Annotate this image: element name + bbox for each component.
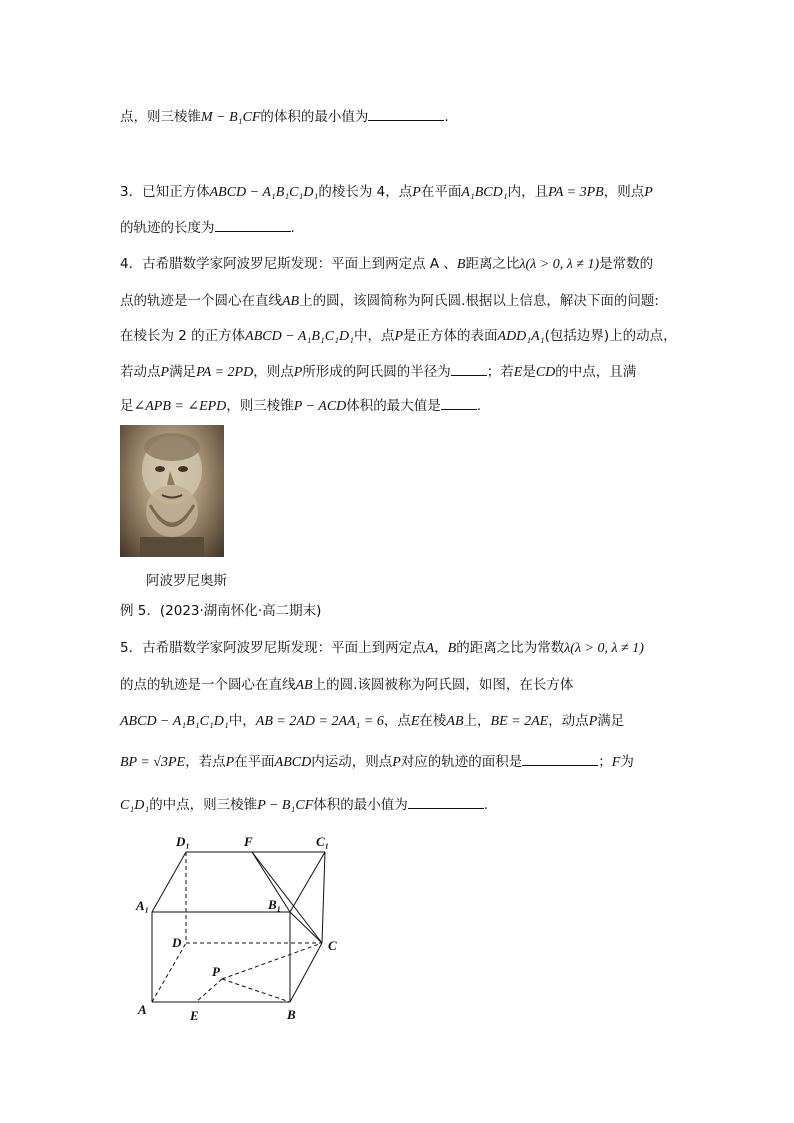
problem4-line4: 若动点P满足PA = 2PD，则点P所形成的阿氏圆的半径为 ；若E是CD的中点，且满 <box>120 364 637 380</box>
label-a: A <box>138 1002 147 1017</box>
seg-p-e <box>196 979 222 1002</box>
label-c: C <box>328 938 337 953</box>
edge-c1-c <box>322 852 325 943</box>
edge-a-d <box>152 943 186 1002</box>
problem4-line1: 4．古希腊数学家阿波罗尼斯发现：平面上到两定点 A 、B距离之比λ(λ > 0, λ ≠ 1)是常数的 <box>120 256 654 272</box>
seg-p-c <box>222 943 322 979</box>
problem5-line2: 的点的轨迹是一个圆心在直线AB上的圆.该圆被称为阿氏圆，如图，在长方体 <box>120 677 574 693</box>
portrait-bust-icon <box>120 425 224 557</box>
problem5-line4: BP = √3PE，若点P在平面ABCD内运动，则点P对应的轨迹的面积是 ；F为 <box>120 754 634 770</box>
label-d: D <box>172 935 182 950</box>
cuboid-figure <box>130 830 350 1025</box>
problem3-line1: 3．已知正方体ABCD − A₁B₁C₁D₁的棱长为 4，点P在平面A₁BCD₁内，且PA = 3PB，则点P <box>120 184 653 200</box>
label-b1: B₁ <box>268 897 282 912</box>
answer-blank[interactable] <box>522 752 598 766</box>
label-f: F <box>244 834 253 849</box>
edge-b-c <box>290 943 322 1002</box>
answer-blank[interactable] <box>408 795 484 809</box>
seg-b1-c <box>290 912 322 943</box>
seg-f-c <box>252 852 322 943</box>
label-c1: C₁ <box>316 834 330 849</box>
portrait-caption: 阿波罗尼奥斯 <box>146 573 227 589</box>
seg-p-b <box>222 979 290 1002</box>
answer-blank[interactable] <box>368 107 444 121</box>
problem5-line1: 5．古希腊数学家阿波罗尼斯发现：平面上到两定点A，B的距离之比为常数λ(λ > 0, λ ≠ 1) <box>120 640 644 656</box>
problem4-line3: 在棱长为 2 的正方体ABCD − A₁B₁C₁D₁中，点P是正方体的表面ADD₁A₁(包括边界)上的动点， <box>120 328 677 344</box>
answer-blank[interactable] <box>441 396 477 410</box>
answer-blank[interactable] <box>451 362 487 376</box>
apollonius-portrait <box>120 425 224 557</box>
label-a1: A₁ <box>136 898 150 913</box>
edge-a1-d1 <box>152 852 186 912</box>
example-heading: 例 5．(2023·湖南怀化·高二期末) <box>120 603 322 619</box>
label-d1: D₁ <box>176 834 190 849</box>
problem4-line5: 足∠APB = ∠EPD，则三棱锥P − ACD体积的最大值是 . <box>120 398 482 414</box>
label-b: B <box>287 1007 296 1022</box>
problem2-tail: 点，则三棱锥M − B₁CF的体积的最小值为 . <box>120 109 449 125</box>
problem4-line2: 点的轨迹是一个圆心在直线AB上的圆，该圆简称为阿氏圆.根据以上信息，解决下面的问题: <box>120 293 659 309</box>
problem5-line3: ABCD − A₁B₁C₁D₁中，AB = 2AD = 2AA₁ = 6，点E在棱AB上，BE = 2AE，动点P满足 <box>120 713 625 729</box>
problem5-line5: C₁D₁的中点，则三棱锥P − B₁CF体积的最小值为 . <box>120 797 489 813</box>
answer-blank[interactable] <box>215 218 291 232</box>
problem3-line2: 的轨迹的长度为 . <box>120 220 295 236</box>
label-p: P <box>212 964 220 979</box>
label-e: E <box>190 1008 199 1023</box>
edge-b1-c1 <box>290 852 325 912</box>
